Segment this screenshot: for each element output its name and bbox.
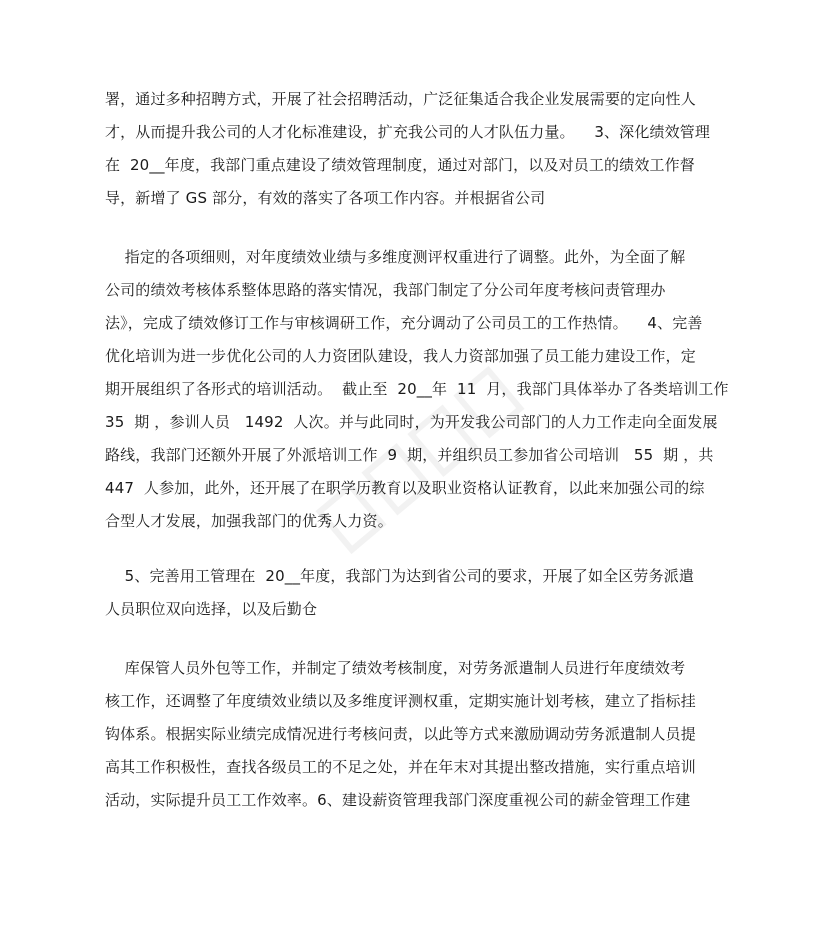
paragraph-4-line-2: 核工作，还调整了年度绩效业绩以及多维度评测权重，定期实施计划考核，建立了指标挂 — [105, 692, 696, 710]
paragraph-2-line-6: 35 期 ，参训人员 1492 人次。并与此同时，为开发我公司部门的人力工作走向全面发展 — [105, 413, 718, 431]
paragraph-2-line-7: 路线，我部门还额外开展了外派培训工作 9 期，并组织员工参加省公司培训 55 期 ，共 — [105, 446, 714, 464]
paragraph-1-line-3: 在 20__年度，我部门重点建设了绩效管理制度，通过对部门，以及对员工的绩效工作督 — [105, 156, 695, 174]
paragraph-2-line-9: 合型人才发展，加强我部门的优秀人力资。 — [105, 512, 393, 530]
paragraph-3-line-2: 人员职位双向选择，以及后勤仓 — [105, 600, 318, 618]
paragraph-4-line-5: 活动，实际提升员工工作效率。6、建设薪资管理我部门深度重视公司的薪金管理工作建 — [105, 791, 691, 809]
paragraph-3-line-1: 5、完善用工管理在 20__年度，我部门为达到省公司的要求，开展了如全区劳务派遣 — [105, 567, 694, 585]
paragraph-4-line-3: 钩体系。根据实际业绩完成情况进行考核问责，以此等方式来激励调动劳务派遣制人员提 — [105, 725, 696, 743]
paragraph-2-line-5: 期开展组织了各形式的培训活动。 截止至 20__年 11 月，我部门具体举办了各类培训工作 — [105, 380, 729, 398]
paragraph-1-line-4: 导，新增了 GS 部分，有效的落实了各项工作内容。并根据省公司 — [105, 189, 546, 207]
paragraph-2-line-1: 指定的各项细则，对年度绩效业绩与多维度测评权重进行了调整。此外，为全面了解 — [105, 248, 686, 266]
paragraph-2-line-8: 447 人参加，此外，还开展了在职学历教育以及职业资格认证教育，以此来加强公司的综 — [105, 479, 705, 497]
paragraph-2-line-3: 法》，完成了绩效修订工作与审核调研工作，充分调动了公司员工的工作热情。 4、完善 — [105, 314, 703, 332]
paragraph-4-line-1: 库保管人员外包等工作，并制定了绩效考核制度，对劳务派遣制人员进行年度绩效考 — [105, 659, 686, 677]
paragraph-4-line-4: 高其工作积极性，查找各级员工的不足之处，并在年末对其提出整改措施，实行重点培训 — [105, 758, 696, 776]
paragraph-1-line-2: 才，从而提升我公司的人才化标准建设，扩充我公司的人才队伍力量。 3、深化绩效管理 — [105, 123, 711, 141]
paragraph-2-line-2: 公司的绩效考核体系整体思路的落实情况，我部门制定了分公司年度考核问责管理办 — [105, 281, 666, 299]
paragraph-1-line-1: 署，通过多种招聘方式，开展了社会招聘活动，广泛征集适合我企业发展需要的定向性人 — [105, 90, 696, 108]
paragraph-2-line-4: 优化培训为进一步优化公司的人力资团队建设，我人力资部加强了员工能力建设工作，定 — [105, 347, 696, 365]
